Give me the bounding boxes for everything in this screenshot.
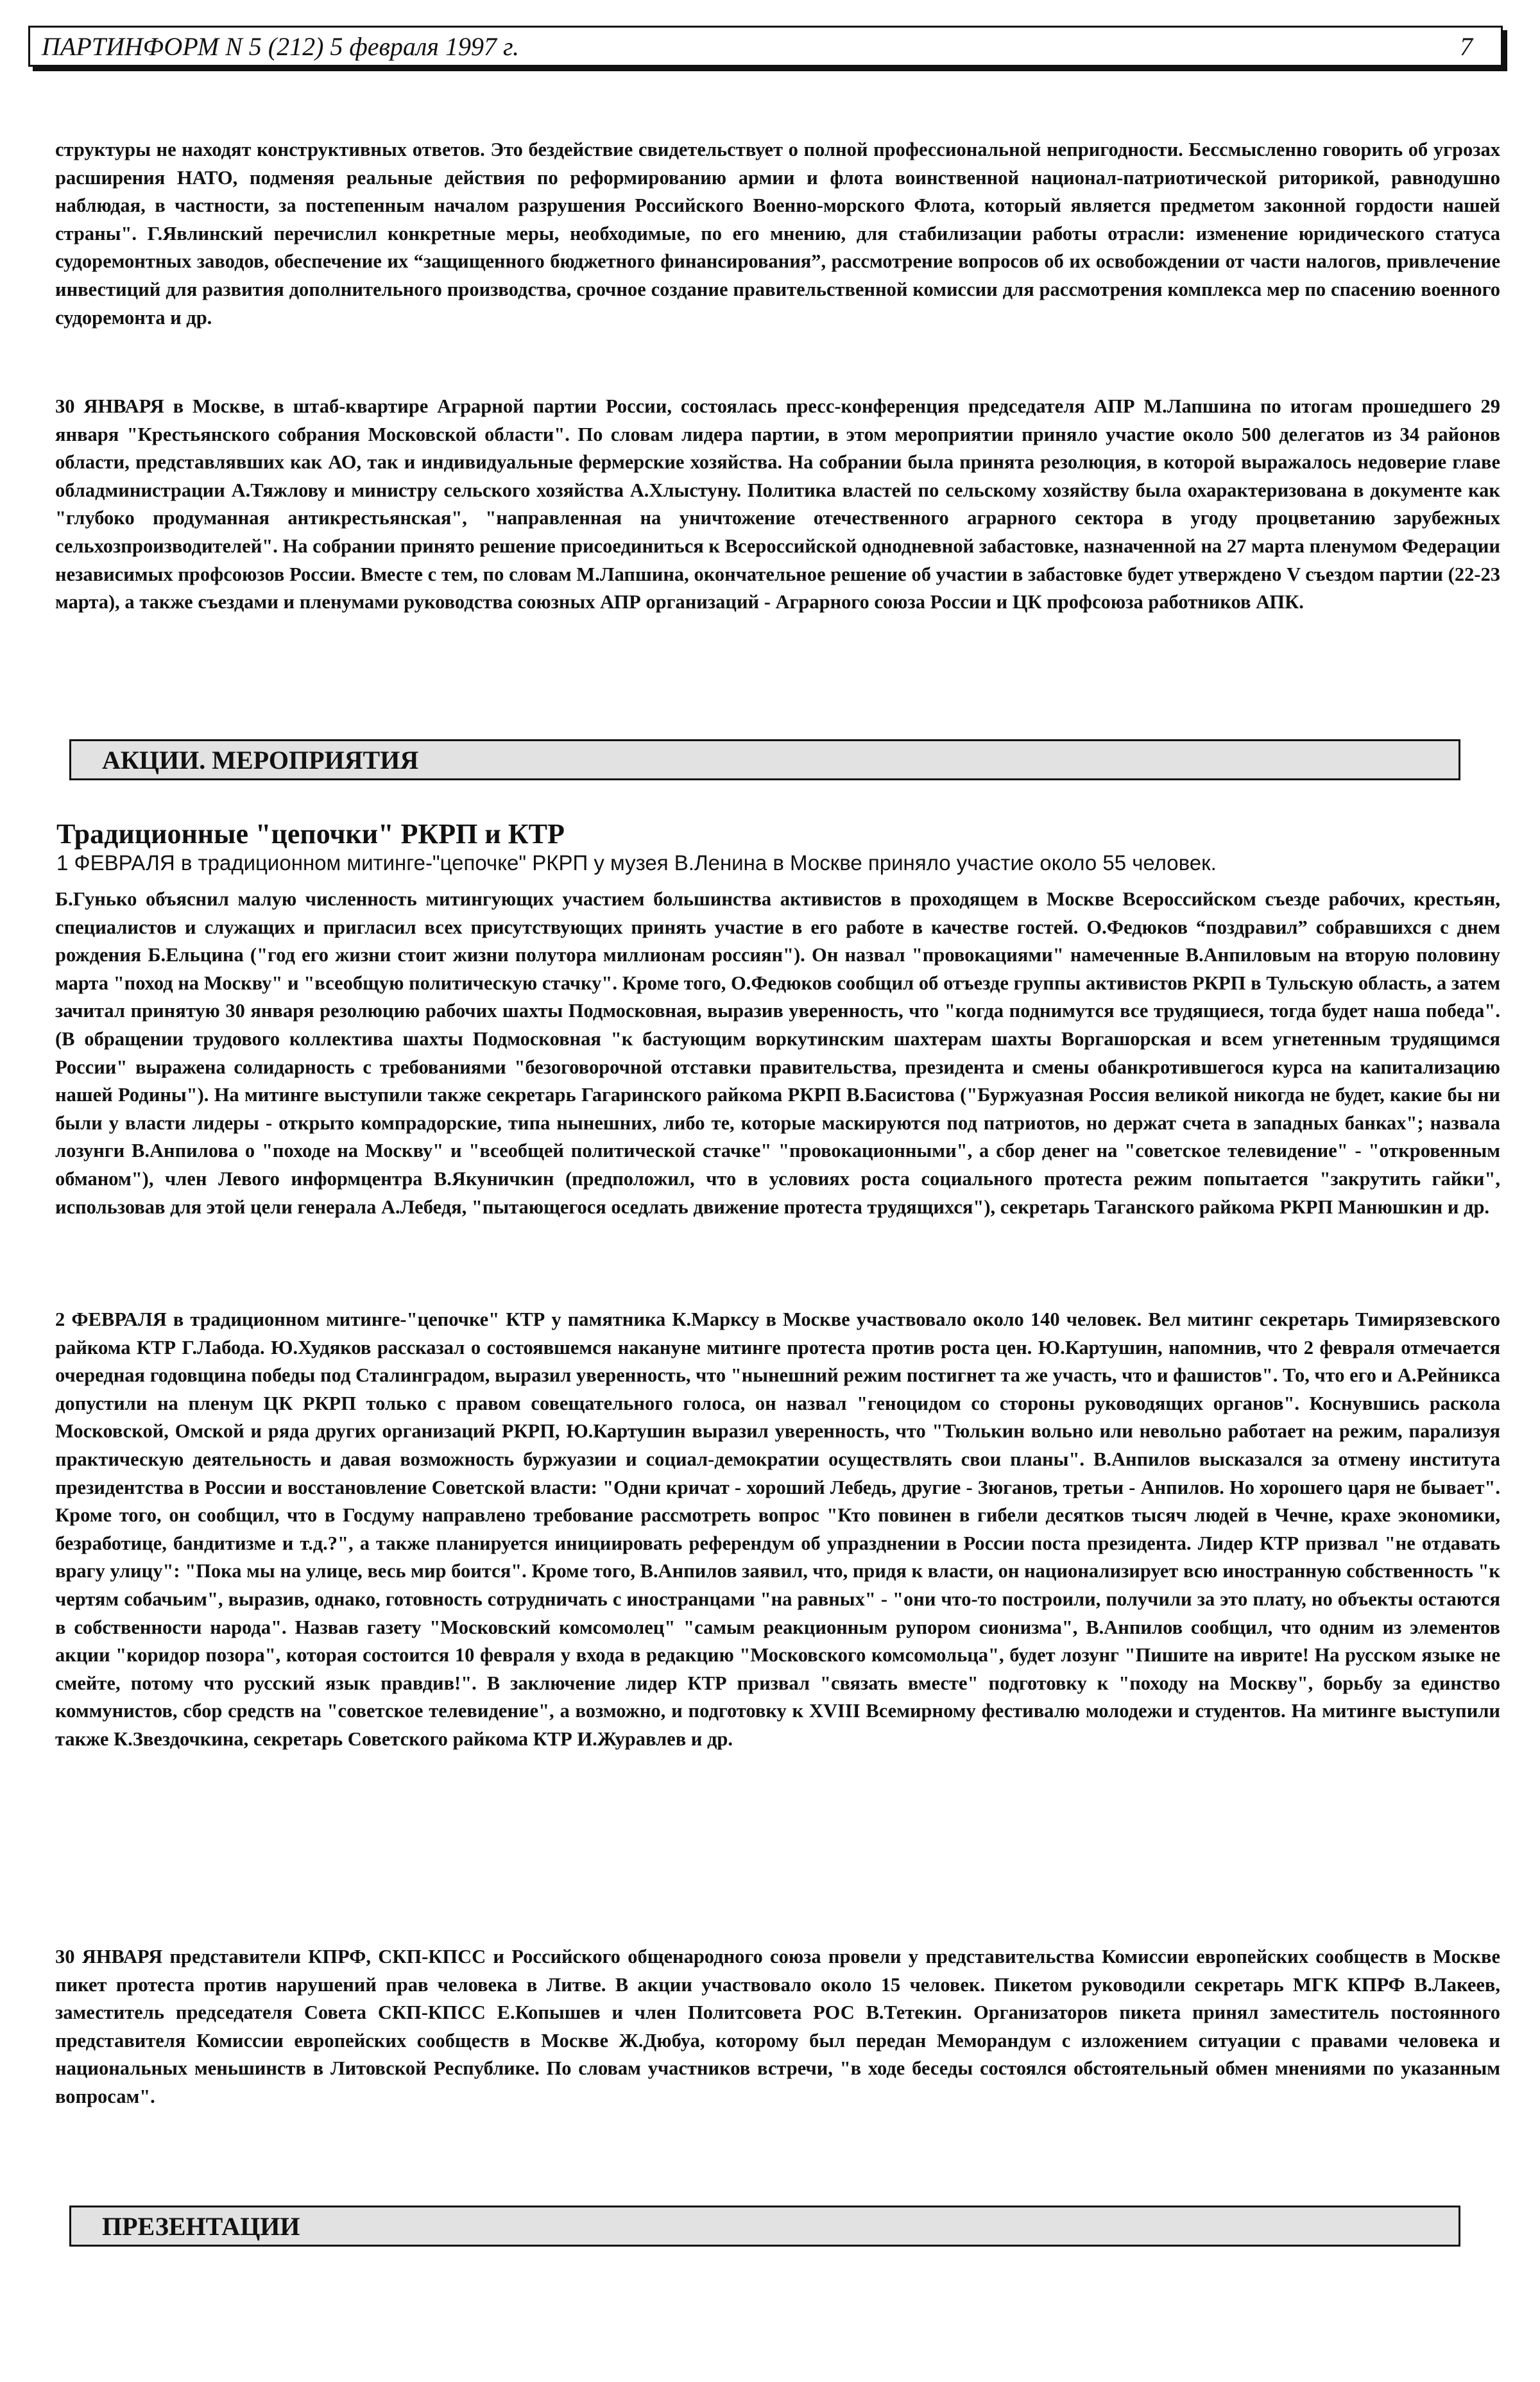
page-header [28,26,1503,67]
article-lead: 1 ФЕВРАЛЯ в традиционном митинге-"цепочке" РКРП у музея В.Ленина в Москве приняло участие около 55 человек. [56,851,1217,875]
article-body-rkrp: Б.Гунько объяснил малую численность митингующих участием большинства активистов в проходящем в Москве Всероссийском съезде рабочих, крестьян, специалистов и служащих и пригласил всех присутствующих принять участие в его работе в качестве гостей. О.Федюков “поздравил” собравшихся с днем рождения Б.Ельцина ("год его жизни стоит жизни полутора миллионам россиян"). Он назвал "провокациями" намеченные В.Анпиловым на вторую половину марта "поход на Москву" и "всеобщую политическую стачку". Кроме того, О.Федюков сообщил об отъезде группы активистов РКРП в Тульскую область, а затем зачитал принятую 30 января резолюцию рабочих шахты Подмосковная, выразив уверенность, что "когда поднимутся все трудящиеся, тогда будет наша победа". (В обращении трудового коллектива шахты Подмосковная "к бастующим воркутинским шахтерам шахты Воргашорская и всем угнетенным трудящимся России" выражена солидарность с требованиями "безоговорочной отставки правительства, президента и смены обанкротившегося курса на капитализацию нашей Родины"). На митинге выступили также секретарь Гагаринского райкома РКРП В.Басистова ("Буржуазная Россия великой никогда не будет, какие бы ни были у власти лидеры - открыто компрадорские, типа нынешних, либо те, которые маскируются под патриотов, но держат счета в западных банках"; назвала лозунги В.Анпилова о "походе на Москву" и "всеобщей политической стачке" "провокационными", а сбор денег на "советское телевидение" - "откровенным обманом"), член Левого информцентра В.Якуничкин (предположил, что в условиях роста социального протеста режим попытается "закрутить гайки", использовав для этой цели генерала А.Лебедя, "пытающегося оседлать движение протеста трудящихся"), секретарь Таганского райкома РКРП Манюшкин и др. [55,888,1500,1218]
intro-paragraph: структуры не находят конструктивных ответов. Это бездействие свидетельствует о полной профессиональной непригодности. Бессмысленно говорить об угрозах расширения НАТО, подменяя реальные действия по реформированию армии и флота воинственной национал-патриотической риторикой, равнодушно наблюдая, в частности, за постепенным началом разрушения Российского Военно-морского Флота, который является предметом законной гордости нашей страны". Г.Явлинский перечислил конкретные меры, необходимые, по его мнению, для стабилизации работы отрасли: изменение юридического статуса судоремонтных заводов, обеспечение их “защищенного бюджетного финансирования”, рассмотрение вопросов об их освобождении от части налогов, привлечение инвестиций для развития дополнительного производства, срочное создание правительственной комиссии для рассмотрения комплекса мер по спасению военного судоремонта и др. [55,139,1500,329]
section-heading-presentations: ПРЕЗЕНТАЦИИ [69,2206,1460,2247]
section-heading-actions: АКЦИИ. МЕРОПРИЯТИЯ [69,739,1460,780]
newsletter-issue-title: ПАРТИНФОРМ N 5 (212) 5 февраля 1997 г. [42,31,520,61]
article-body-ktr: 2 ФЕВРАЛЯ в традиционном митинге-"цепочке" КТР у памятника К.Марксу в Москве участвовало около 140 человек. Вел митинг секретарь Тимирязевского райкома КТР Г.Лабода. Ю.Худяков рассказал о состоявшемся накануне митинге протеста против роста цен. Ю.Картушин, напомнив, что 2 февраля отмечается очередная годовщина победы под Сталинградом, выразил уверенность, что "нынешний режим постигнет та же участь, что и фашистов". То, что его и А.Рейникса допустили на пленум ЦК РКРП только с правом совещательного голоса, он назвал "геноцидом со стороны руководящих органов". Коснувшись раскола Московской, Омской и ряда других организаций РКРП, Ю.Картушин выразил уверенность, что "Тюлькин вольно или невольно работает на режим, парализуя практическую деятельность и давая возможность буржуазии и социал-демократии осуществлять свои планы". В.Анпилов высказался за отмену института президентства в России и восстановление Советской власти: "Одни кричат - хороший Лебедь, другие - Зюганов, третьи - Анпилов. Но хорошего царя не бывает". Кроме того, он сообщил, что в Госдуму направлено требование рассмотреть вопрос "Кто повинен в гибели десятков тысяч людей в Чечне, крахе экономики, безработице, бандитизме и т.д.?", а также планируется инициировать референдум об упразднении в России поста президента. Лидер КТР призвал "не отдавать врагу улицу": "Пока мы на улице, весь мир боится". Кроме того, В.Анпилов заявил, что, придя к власти, он национализирует всю иностранную собственность "к чертям собачьим", выразив, однако, готовность сотрудничать с иностранцами "на равных" - "они что-то построили, получили за это плату, но объекты остаются в собственности народа". Назвав газету "Московский комсомолец" "самым реакционным рупором сионизма", В.Анпилов сообщил, что одним из элементов акции "коридор позора", которая состоится 10 февраля у входа в редакцию "Московского комсомольца", будет лозунг "Пишите на иврите! На русском языке не смейте, потому что русский язык правдив!". В заключение лидер КТР призвал "связать вместе" подготовку к "походу на Москву", борьбу за единство коммунистов, сбор средств на "советское телевидение", а возможно, и подготовку к XVIII Всемирному фестивалю молодежи и студентов. На митинге выступили также К.Звездочкина, секретарь Советского райкома КТР И.Журавлев и др. [55,1308,1500,1750]
picket-paragraph: 30 ЯНВАРЯ представители КПРФ, СКП-КПСС и Российского общенародного союза провели у представительства Комиссии европейских сообществ в Москве пикет протеста против нарушений прав человека в Литве. В акции участвовало около 15 человек. Пикетом руководили секретарь МГК КПРФ В.Лакеев, заместитель председателя Совета СКП-КПСС Е.Копышев и член Политсовета РОС В.Тетекин. Организаторов пикета принял заместитель постоянного представителя Комиссии европейских сообществ в Москве Ж.Дюбуа, которому был передан Меморандум с изложением ситуации с правами человека и национальных меньшинств в Литовской Республике. По словам участников встречи, "в ходе беседы состоялся обстоятельный обмен мнениями по указанным вопросам". [55,1946,1500,2107]
page-number: 7 [1460,31,1473,61]
agrarian-party-paragraph: 30 ЯНВАРЯ в Москве, в штаб-квартире Аграрной партии России, состоялась пресс-конференция председателя АПР М.Лапшина по итогам прошедшего 29 января "Крестьянского собрания Московской области". По словам лидера партии, в этом мероприятии приняло участие около 500 делегатов из 34 районов области, представлявших как АО, так и индивидуальные фермерские хозяйства. На собрании была принята резолюция, в которой выражалось недоверие главе обладминистрации А.Тяжлову и министру сельского хозяйства А.Хлыстуну. Политика властей по сельскому хозяйству была охарактеризована в документе как "глубоко продуманная антикрестьянская", "направленная на уничтожение отечественного аграрного сектора в угоду процветанию зарубежных сельхозпроизводителей". На собрании принято решение присоединиться к Всероссийской однодневной забастовке, назначенной на 27 марта пленумом Федерации независимых профсоюзов России. Вместе с тем, по словам М.Лапшина, окончательное решение об участии в забастовке будет утверждено V съездом партии (22-23 марта), а также съездами и пленумами руководства союзных АПР организаций - Аграрного союза России и ЦК профсоюза работников АПК. [55,395,1500,613]
article-title: Традиционные "цепочки" РКРП и КТР [56,818,565,850]
